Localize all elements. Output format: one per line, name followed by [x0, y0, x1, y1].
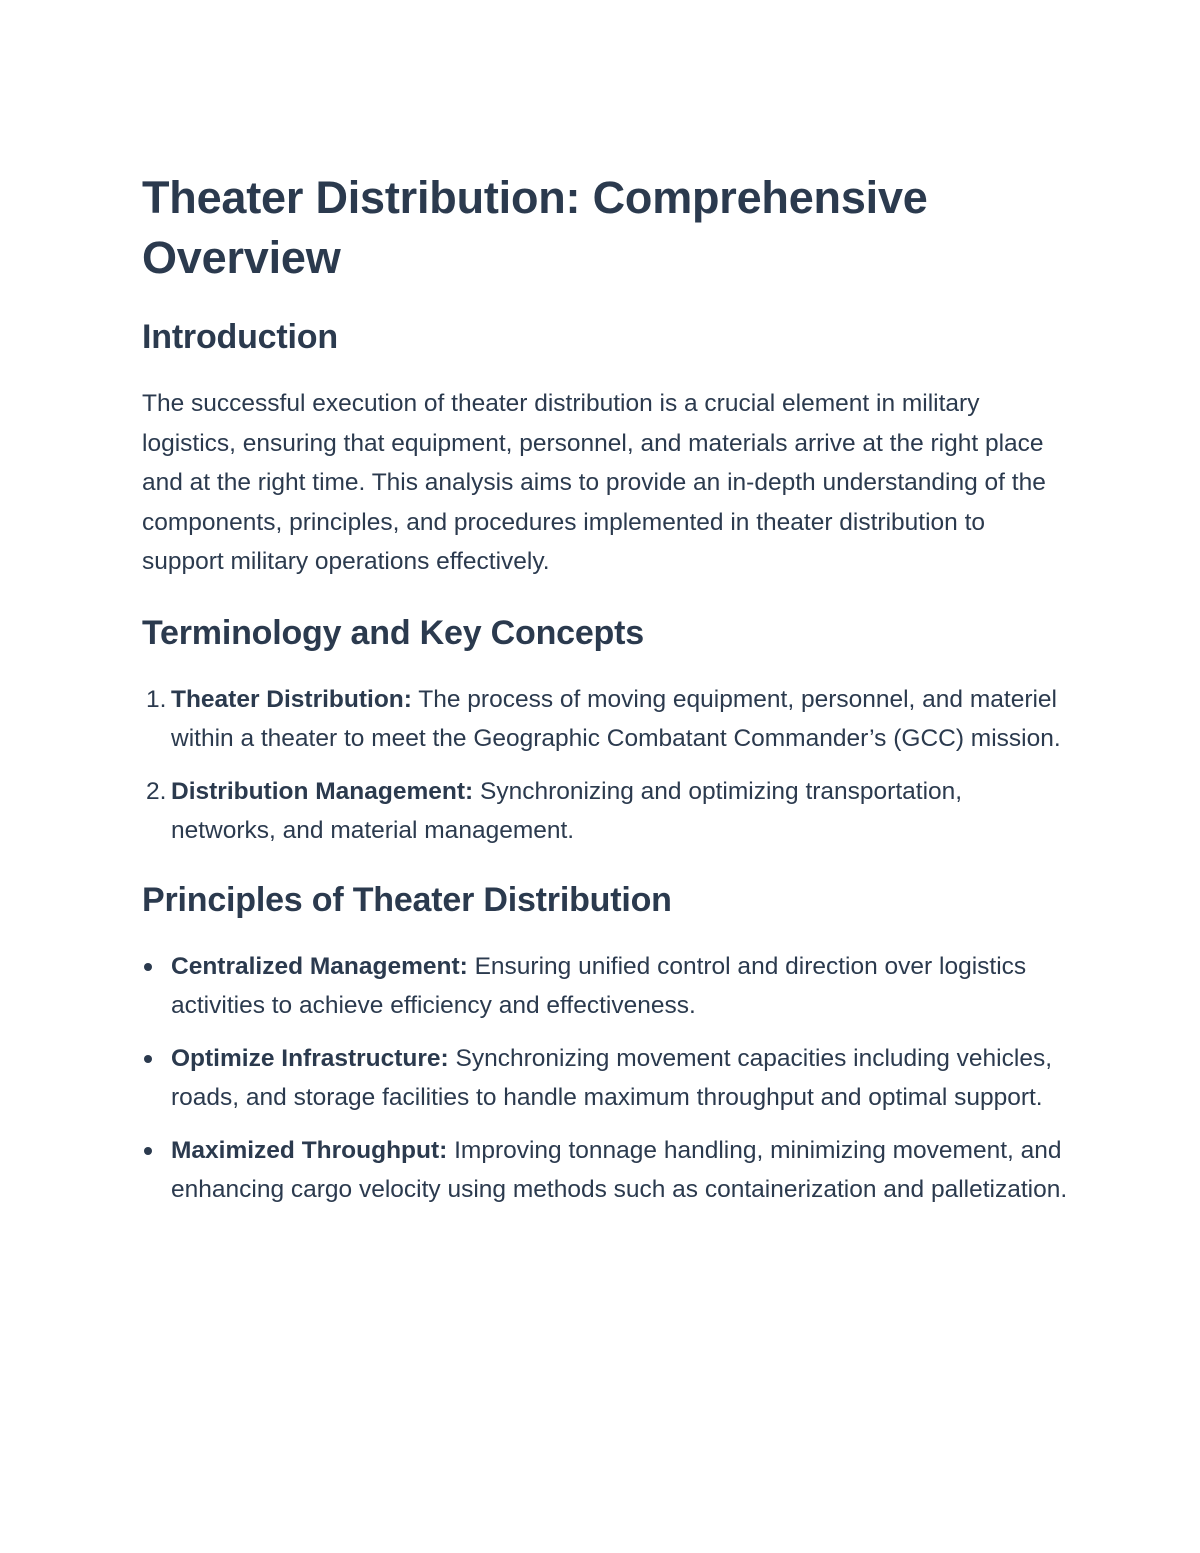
list-item-term: Centralized Management: — [171, 952, 468, 980]
list-item — [142, 772, 1072, 851]
bullet-icon — [144, 1055, 152, 1063]
list-item — [142, 680, 1072, 759]
section-heading-terminology: Terminology and Key Concepts — [142, 613, 644, 652]
list-item — [142, 1039, 1072, 1118]
section-heading-principles: Principles of Theater Distribution — [142, 880, 672, 919]
list-item-text: Improving tonnage handling, minimizing movement, and enhancing cargo velocity using methods such as containerization and palletization. — [171, 1136, 1068, 1203]
list-item-term: Optimize Infrastructure: — [171, 1044, 449, 1072]
list-item — [142, 1131, 1072, 1210]
list-item-term: Maximized Throughput: — [171, 1136, 448, 1164]
list-item-term: Theater Distribution: — [171, 685, 412, 713]
principles-list — [142, 947, 1072, 1210]
list-item-text: Synchronizing movement capacities including vehicles, roads, and storage facilities to handle maximum throughput and optimal support. — [171, 1044, 1052, 1111]
list-item-text: The process of moving equipment, personnel, and materiel within a theater to meet the Geographic Combatant Commander’s (GCC) mission. — [171, 685, 1061, 752]
list-item-text: Synchronizing and optimizing transportation, networks, and material management. — [171, 777, 963, 844]
introduction-paragraph: The successful execution of theater distribution is a crucial element in military logistics, ensuring that equipment, personnel, and materials arrive at the right place and at the right time. This analysis aims to provide an in-depth understanding of the components, principles, and procedures implemented in theater distribution to support military operations effectively. — [142, 390, 1046, 575]
list-item-term: Distribution Management: — [171, 777, 474, 805]
terminology-list — [142, 680, 1072, 851]
list-item-number: 2. — [146, 777, 167, 805]
bullet-icon — [144, 1147, 152, 1155]
document-page — [142, 168, 1072, 1223]
page-title: Theater Distribution: Comprehensive Overview — [142, 172, 928, 283]
list-item — [142, 947, 1072, 1026]
list-item-text: Ensuring unified control and direction over logistics activities to achieve efficiency and effectiveness. — [171, 952, 1027, 1019]
bullet-icon — [144, 963, 152, 971]
section-heading-introduction: Introduction — [142, 318, 338, 356]
list-item-number: 1. — [146, 685, 167, 713]
